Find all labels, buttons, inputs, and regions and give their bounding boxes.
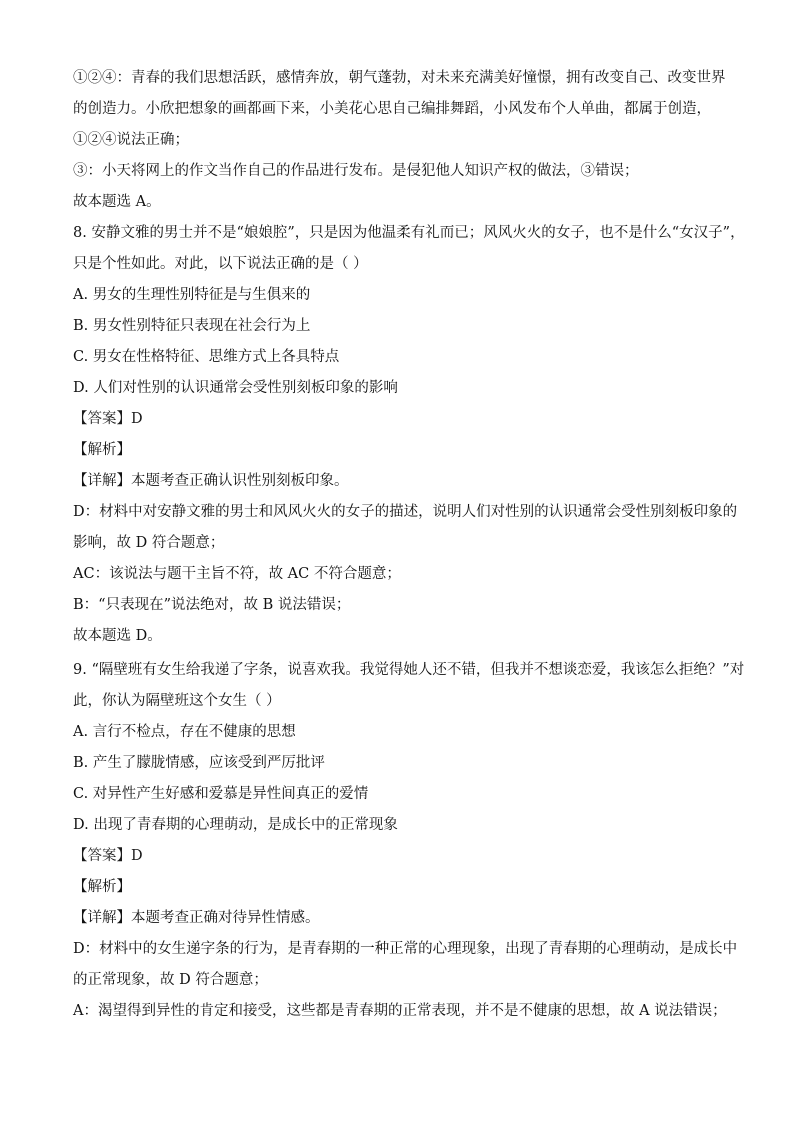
question-8-detail: B：“只表现在”说法绝对，故 B 说法错误；	[73, 597, 351, 613]
question-8-detail: 故本题选 D。	[73, 628, 162, 644]
question-8-detail: 影响，故 D 符合题意；	[73, 535, 225, 551]
intro-line: 的创造力。小欣把想象的画都画下来，小美花心思自己编排舞蹈，小风发布个人单曲，都属于创造，	[73, 101, 711, 117]
question-9-option-a: A. 言行不检点，存在不健康的思想	[73, 724, 296, 740]
question-9-detail: 的正常现象，故 D 符合题意；	[73, 972, 268, 988]
question-8-stem: 只是个性如此。对此，以下说法正确的是（ ）	[73, 256, 368, 272]
question-8-detail: AC：该说法与题干主旨不符，故 AC 不符合题意；	[73, 566, 401, 582]
intro-line: 故本题选 A。	[73, 194, 161, 210]
question-8-answer: 【答案】D	[73, 411, 143, 427]
question-8-detail: 【详解】本题考查正确认识性别刻板印象。	[73, 473, 349, 489]
intro-line: ①②④说法正确；	[73, 132, 189, 148]
question-9-option-b: B. 产生了朦胧情感，应该受到严厉批评	[73, 755, 325, 771]
intro-line: ①②④：青春的我们思想活跃，感情奔放，朝气蓬勃，对未来充满美好憧憬，拥有改变自己、改变世界	[73, 70, 726, 86]
question-9-option-d: D. 出现了青春期的心理萌动，是成长中的正常现象	[73, 817, 398, 833]
question-9-detail: 【详解】本题考查正确对待异性情感。	[73, 910, 320, 926]
question-9-analysis-label: 【解析】	[73, 879, 131, 895]
question-8-option-b: B. 男女性别特征只表现在社会行为上	[73, 318, 311, 334]
question-9-option-c: C. 对异性产生好感和爱慕是异性间真正的爱情	[73, 786, 369, 802]
question-9-detail: A：渴望得到异性的肯定和接受，这些都是青春期的正常表现，并不是不健康的思想，故 A 说法错误；	[73, 1003, 727, 1019]
question-9-answer: 【答案】D	[73, 848, 143, 864]
question-8-option-d: D. 人们对性别的认识通常会受性别刻板印象的影响	[73, 380, 398, 396]
question-8-option-c: C. 男女在性格特征、思维方式上各具特点	[73, 349, 340, 365]
question-9-stem: 此，你认为隔壁班这个女生（ ）	[73, 693, 281, 709]
question-8-option-a: A. 男女的生理性别特征是与生俱来的	[73, 287, 311, 303]
question-9-detail: D：材料中的女生递字条的行为，是青春期的一种正常的心理现象，出现了青春期的心理萌动，是成长中	[73, 941, 738, 957]
question-9-stem: 9. “隔壁班有女生给我递了字条，说喜欢我。我觉得她人还不错，但我并不想谈恋爱，我该怎么拒绝？”对	[73, 662, 745, 678]
question-8-stem: 8. 安静文雅的男士并不是“娘娘腔”，只是因为他温柔有礼而已；风风火火的女子，也不是什么“女汉子”，	[73, 225, 745, 241]
intro-line: ③：小天将网上的作文当作自己的作品进行发布。是侵犯他人知识产权的做法，③错误；	[73, 163, 639, 179]
question-8-analysis-label: 【解析】	[73, 442, 131, 458]
question-8-detail: D：材料中对安静文雅的男士和风风火火的女子的描述，说明人们对性别的认识通常会受性别刻板印象的	[73, 504, 738, 520]
